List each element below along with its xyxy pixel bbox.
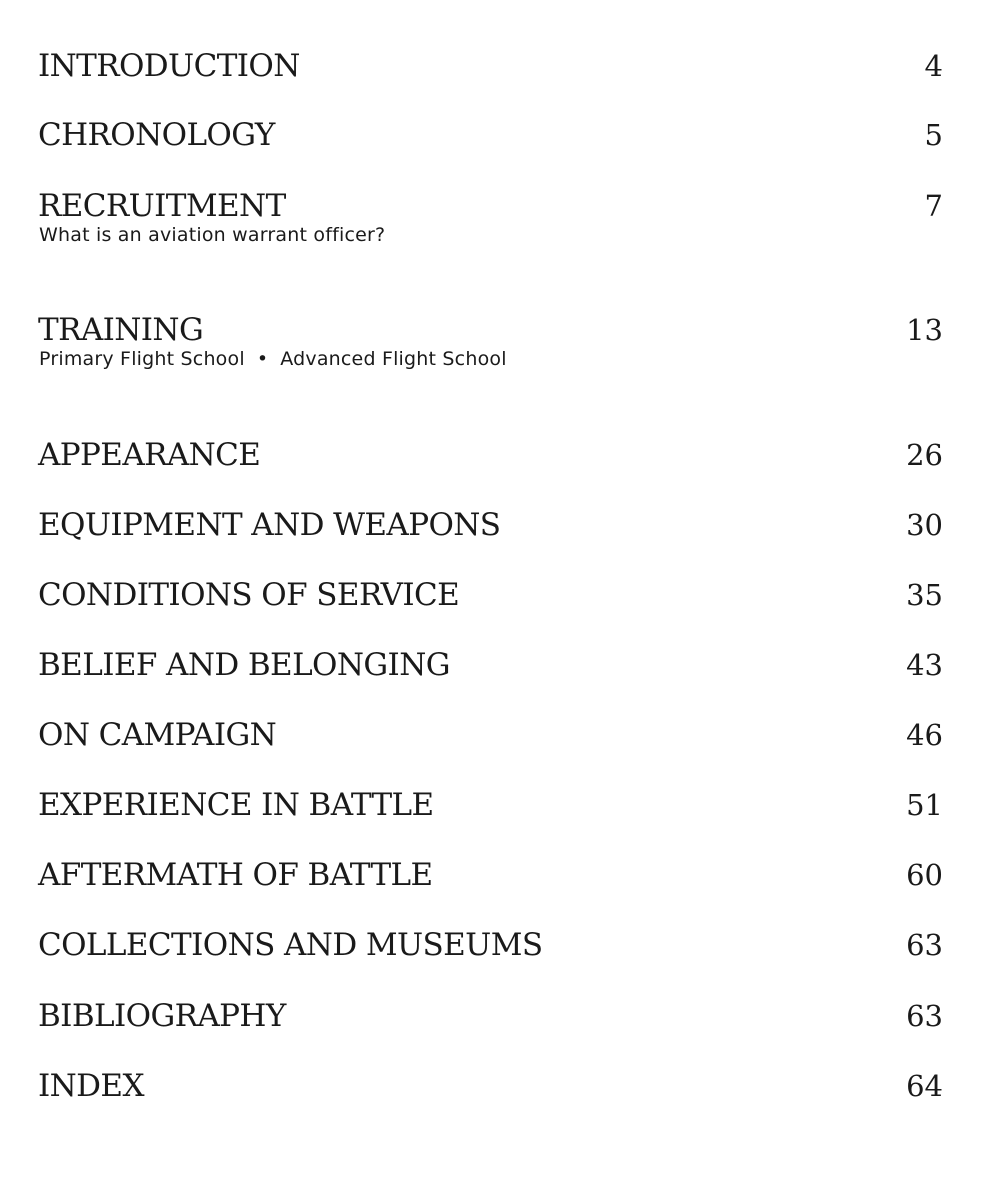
toc-entry-subtopics — [39, 346, 507, 372]
toc-entry-recruitment[interactable] — [38, 186, 943, 246]
toc-entry-page: 5 — [924, 118, 943, 152]
toc-entry-title: INDEX — [38, 1068, 144, 1104]
toc-entry-title: CHRONOLOGY — [38, 117, 275, 153]
toc-entry-title: AFTERMATH OF BATTLE — [38, 857, 433, 893]
toc-entry-page: 46 — [906, 718, 943, 752]
toc-entry-title: TRAINING — [38, 312, 204, 348]
bullet-separator: • — [256, 348, 269, 370]
toc-entry-belief-and-belonging[interactable] — [38, 645, 943, 685]
toc-entry-page: 63 — [906, 928, 943, 962]
toc-entry-collections-and-museums[interactable] — [38, 925, 943, 965]
toc-entry-page: 30 — [906, 508, 943, 542]
toc-entry-page: 43 — [906, 648, 943, 682]
toc-entry-index[interactable] — [38, 1066, 943, 1106]
toc-entry-bibliography[interactable] — [38, 996, 943, 1036]
toc-entry-title: EQUIPMENT AND WEAPONS — [38, 507, 501, 543]
toc-entry-page: 4 — [924, 49, 943, 83]
toc-entry-title: BIBLIOGRAPHY — [38, 998, 286, 1034]
toc-entry-title: ON CAMPAIGN — [38, 717, 277, 753]
toc-entry-subtopics — [39, 222, 385, 248]
toc-entry-title: RECRUITMENT — [38, 188, 286, 224]
toc-entry-page: 63 — [906, 999, 943, 1033]
toc-entry-introduction[interactable] — [38, 46, 943, 86]
toc-entry-title: CONDITIONS OF SERVICE — [38, 577, 460, 613]
toc-entry-appearance[interactable] — [38, 435, 943, 475]
toc-entry-title: COLLECTIONS AND MUSEUMS — [38, 927, 543, 963]
toc-subtopic: Primary Flight School — [39, 348, 245, 370]
toc-entry-training[interactable] — [38, 310, 943, 370]
toc-subtopic: Advanced Flight School — [280, 348, 507, 370]
toc-entry-chronology[interactable] — [38, 115, 943, 155]
toc-entry-title: EXPERIENCE IN BATTLE — [38, 787, 434, 823]
toc-entry-page: 7 — [924, 189, 943, 223]
toc-entry-page: 51 — [906, 788, 943, 822]
toc-entry-experience-in-battle[interactable] — [38, 785, 943, 825]
toc-entry-equipment-and-weapons[interactable] — [38, 505, 943, 545]
toc-entry-page: 13 — [906, 313, 943, 347]
toc-subtopic: What is an aviation warrant officer? — [39, 224, 386, 246]
toc-entry-title: BELIEF AND BELONGING — [38, 647, 450, 683]
toc-entry-page: 35 — [906, 578, 943, 612]
toc-entry-conditions-of-service[interactable] — [38, 575, 943, 615]
toc-entry-page: 64 — [906, 1069, 943, 1103]
toc-entry-title: APPEARANCE — [38, 437, 261, 473]
toc-entry-page: 26 — [906, 438, 943, 472]
toc-entry-title: INTRODUCTION — [38, 48, 300, 84]
toc-entry-aftermath-of-battle[interactable] — [38, 855, 943, 895]
toc-entry-on-campaign[interactable] — [38, 715, 943, 755]
toc-entry-page: 60 — [906, 858, 943, 892]
